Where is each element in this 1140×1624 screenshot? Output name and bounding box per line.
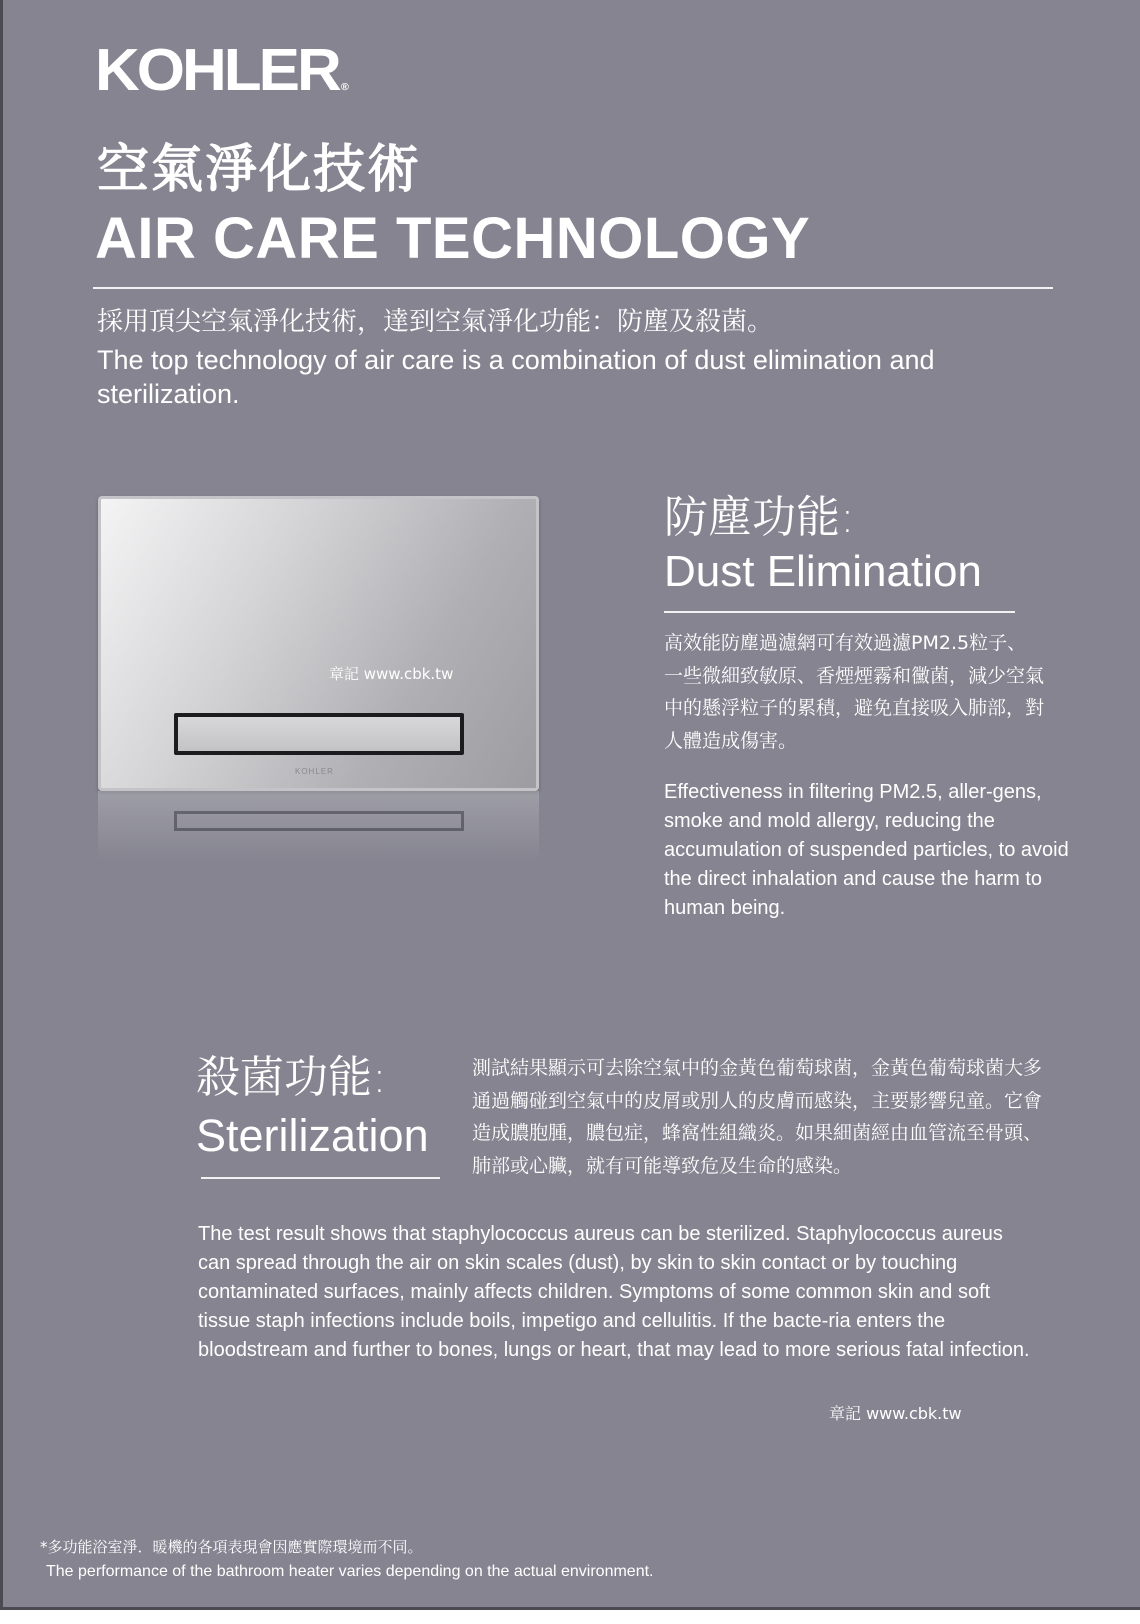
footnote-chinese: *多功能浴室淨．暖機的各項表現會因應實際環境而不同。 <box>40 1538 423 1556</box>
sterilization-heading-chinese: 殺菌功能: <box>196 1052 387 1103</box>
dust-heading-chinese: 防塵功能: <box>664 492 855 543</box>
intro-text-chinese: 採用頂尖空氣淨化技術，達到空氣淨化功能：防塵及殺菌。 <box>97 307 774 337</box>
footnote-english: The performance of the bathroom heater varies depending on the actual environment. <box>46 1563 654 1580</box>
sterilization-body-english: The test result shows that staphylococcus aureus can be sterilized. Staphylococcus aureus can spread through the air on skin scales (dust), by skin to skin contact or by touching contaminated surfaces, mainly affects children. Symptoms of some common skin and soft tissue staph infections include boils, impetigo and cellulitis. If the bacte-ria enters the bloodstream and further to bones, lungs or heart, that may lead to more serious fatal infection. <box>198 1223 1030 1361</box>
product-watermark: 章記 www.cbk.tw <box>329 665 454 683</box>
product-reflection-slot <box>174 811 464 831</box>
dust-body-chinese: 高效能防塵過濾網可有效過濾PM2.5粒子、一些微細致敏原、香煙煙霧和黴菌，減少空氣中的懸浮粒子的累積，避免直接吸入肺部，對人體造成傷害。 <box>664 632 1045 752</box>
intro-text-english: The top technology of air care is a combination of dust elimination and sterilization. <box>97 345 935 409</box>
product-image <box>98 496 539 791</box>
sterilization-divider <box>201 1177 440 1179</box>
dust-divider <box>664 611 1015 613</box>
page-watermark: 章記 www.cbk.tw <box>829 1404 962 1423</box>
registered-mark: ® <box>340 81 349 93</box>
page-title-english: AIR CARE TECHNOLOGY <box>95 206 811 271</box>
title-divider <box>93 287 1053 289</box>
sterilization-heading-english: Sterilization <box>196 1110 429 1161</box>
dust-heading-english: Dust Elimination <box>664 547 982 596</box>
kohler-logo: KOHLER ® <box>95 37 349 104</box>
product-air-outlet <box>174 713 464 755</box>
dust-body-english: Effectiveness in filtering PM2.5, aller-gens, smoke and mold allergy, reducing the accumulation of suspended particles, to avoid the direct inhalation and cause the harm to human being. <box>664 781 1069 919</box>
product-reflection <box>98 791 539 861</box>
product-brand-mark: KOHLER <box>295 767 334 776</box>
page-title-chinese: 空氣淨化技術 <box>97 140 422 200</box>
sterilization-body-chinese: 測試結果顯示可去除空氣中的金黃色葡萄球菌，金黃色葡萄球菌大多通過觸碰到空氣中的皮屑或別人的皮膚而感染，主要影響兒童。它會造成膿胞腫，膿包症，蜂窩性組織炎。如果細菌經由血管流至骨頭、肺部或心臟，就有可能導致危及生命的感染。 <box>472 1057 1043 1177</box>
